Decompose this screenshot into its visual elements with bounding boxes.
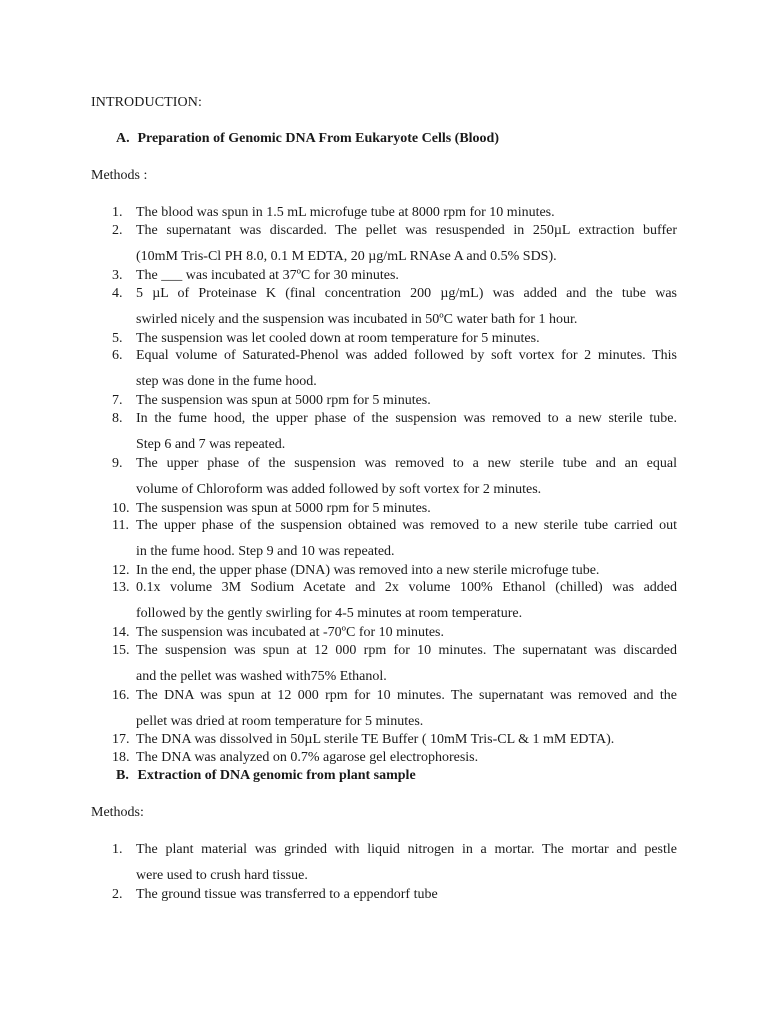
list-item-number: 8. <box>112 411 123 426</box>
list-item-number: 6. <box>112 348 123 363</box>
list-item-text: The suspension was spun at 5000 rpm for 5 minutes. <box>136 501 431 516</box>
methods-a-label: Methods : <box>91 168 148 183</box>
section-a-letter: A. <box>116 131 130 146</box>
list-item-text: The suspension was spun at 12 000 rpm for 10 minutes. The supernatant was discarded <box>136 643 677 658</box>
list-item-text: in the fume hood. Step 9 and 10 was repeated. <box>136 544 395 559</box>
list-item-number: 7. <box>112 393 123 408</box>
list-item-number: 9. <box>112 456 123 471</box>
list-item-text: pellet was dried at room temperature for 5 minutes. <box>136 714 424 729</box>
list-item-text: 5 µL of Proteinase K (final concentration 200 µg/mL) was added and the tube was <box>136 286 677 301</box>
list-item-number: 2. <box>112 887 123 902</box>
list-item-text: 0.1x volume 3M Sodium Acetate and 2x volume 100% Ethanol (chilled) was added <box>136 580 677 595</box>
list-item-number: 4. <box>112 286 123 301</box>
list-item-text: The upper phase of the suspension obtained was removed to a new sterile tube carried out <box>136 518 677 533</box>
list-item-text: Step 6 and 7 was repeated. <box>136 437 286 452</box>
section-b-title: Extraction of DNA genomic from plant sample <box>137 768 416 783</box>
section-a-heading <box>116 131 499 147</box>
list-item-text: The suspension was spun at 5000 rpm for 5 minutes. <box>136 393 431 408</box>
section-a-title: Preparation of Genomic DNA From Eukaryote Cells (Blood) <box>137 131 500 146</box>
list-item-text: were used to crush hard tissue. <box>136 868 308 883</box>
list-item-text: The blood was spun in 1.5 mL microfuge tube at 8000 rpm for 10 minutes. <box>136 205 555 220</box>
list-item-text: step was done in the fume hood. <box>136 374 317 389</box>
list-item-number: 2. <box>112 223 123 238</box>
list-item-number: 17. <box>112 732 130 747</box>
list-item-text: The supernatant was discarded. The pellet was resuspended in 250µL extraction buffer <box>136 223 677 238</box>
list-item-text: volume of Chloroform was added followed by soft vortex for 2 minutes. <box>136 482 542 497</box>
list-item-number: 15. <box>112 643 130 658</box>
list-item-text: The DNA was spun at 12 000 rpm for 10 minutes. The supernatant was removed and the <box>136 688 677 703</box>
list-item-text: The plant material was grinded with liquid nitrogen in a mortar. The mortar and pestle <box>136 842 677 857</box>
list-item-number: 14. <box>112 625 130 640</box>
list-item-number: 3. <box>112 268 123 283</box>
list-item-number: 12. <box>112 563 130 578</box>
list-item-number: 13. <box>112 580 130 595</box>
list-item-text: followed by the gently swirling for 4-5 minutes at room temperature. <box>136 606 523 621</box>
list-item-number: 18. <box>112 750 130 765</box>
list-item-text: In the end, the upper phase (DNA) was removed into a new sterile microfuge tube. <box>136 563 600 578</box>
list-item-text: The ___ was incubated at 37ºC for 30 minutes. <box>136 268 399 283</box>
list-item-number: 1. <box>112 205 123 220</box>
list-item-text: The upper phase of the suspension was removed to a new sterile tube and an equal <box>136 456 677 471</box>
intro-heading: INTRODUCTION: <box>91 95 202 110</box>
section-b-heading <box>116 768 416 784</box>
list-item-number: 16. <box>112 688 130 703</box>
list-item-number: 5. <box>112 331 123 346</box>
list-item-number: 1. <box>112 842 123 857</box>
list-item-number: 11. <box>112 518 129 533</box>
list-item-text: (10mM Tris-Cl PH 8.0, 0.1 M EDTA, 20 µg/mL RNAse A and 0.5% SDS). <box>136 249 557 264</box>
list-item-text: The ground tissue was transferred to a eppendorf tube <box>136 887 438 902</box>
list-item-text: The DNA was analyzed on 0.7% agarose gel electrophoresis. <box>136 750 479 765</box>
list-item-text: The suspension was let cooled down at room temperature for 5 minutes. <box>136 331 540 346</box>
list-item-text: Equal volume of Saturated-Phenol was added followed by soft vortex for 2 minutes. This <box>136 348 677 363</box>
methods-b-label: Methods: <box>91 805 144 820</box>
list-item-text: and the pellet was washed with75% Ethanol. <box>136 669 387 684</box>
list-item-text: The DNA was dissolved in 50µL sterile TE Buffer ( 10mM Tris-CL & 1 mM EDTA). <box>136 732 615 747</box>
list-item-text: In the fume hood, the upper phase of the suspension was removed to a new sterile tube. <box>136 411 677 426</box>
list-item-text: swirled nicely and the suspension was incubated in 50ºC water bath for 1 hour. <box>136 312 578 327</box>
list-item-number: 10. <box>112 501 130 516</box>
list-item-text: The suspension was incubated at -70ºC for 10 minutes. <box>136 625 445 640</box>
section-b-letter: B. <box>116 768 129 783</box>
